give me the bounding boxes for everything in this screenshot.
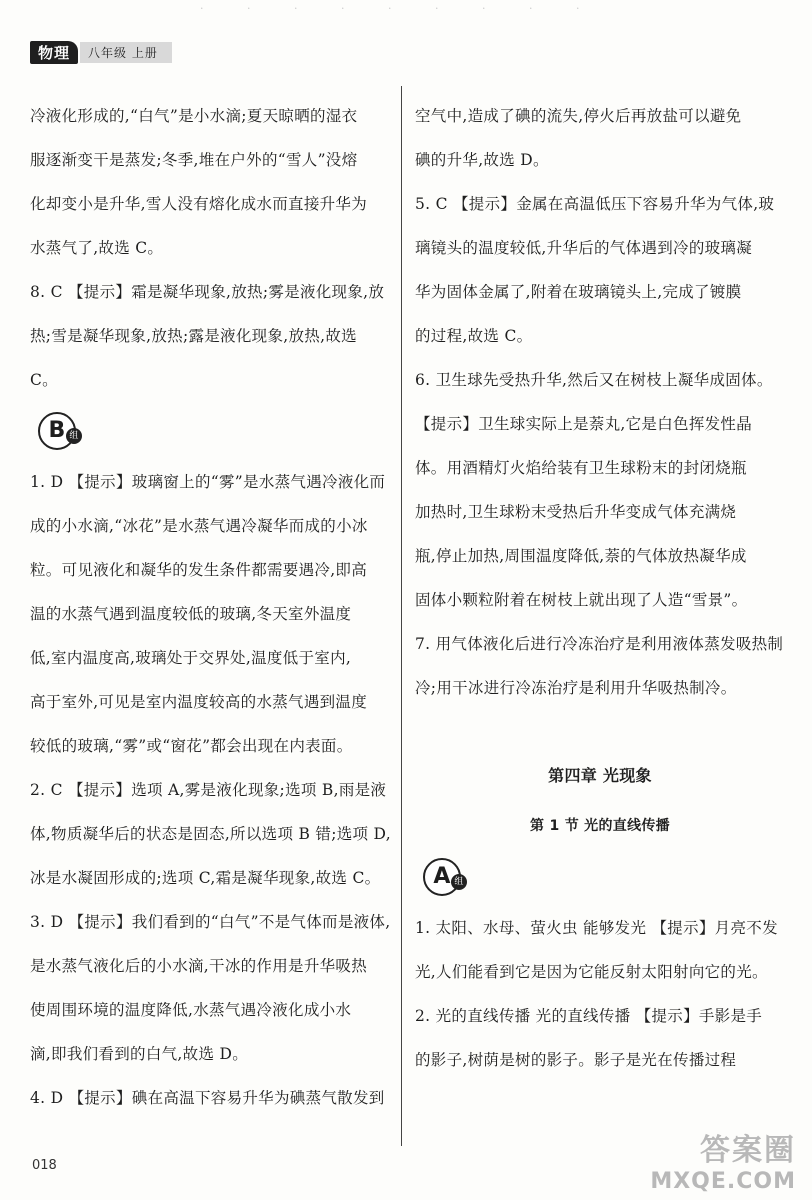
text-line: 华为固体金属了,附着在玻璃镜头上,完成了镀膜 [415, 283, 742, 301]
text-line: 1. 太阳、水母、萤火虫 能够发光 【提示】月亮不发 [415, 919, 778, 937]
text-line: 瓶,停止加热,周围温度降低,萘的气体放热凝华成 [415, 547, 747, 565]
group-a-badge [415, 848, 785, 906]
text-line: 高于室外,可见是室内温度较高的水蒸气遇到温度 [30, 693, 368, 711]
answer-item-b7 [415, 622, 785, 710]
text-line: 璃镜头的温度较低,升华后的气体遇到冷的玻璃凝 [415, 239, 753, 257]
answer-item-b5 [415, 182, 785, 358]
continuation-paragraph [30, 94, 395, 270]
text-line: 成的小水滴,“冰花”是水蒸气遇冷凝华而成的小冰 [30, 517, 368, 535]
text-line: 水蒸气了,故选 C。 [30, 239, 164, 257]
text-line: 冰是水凝固形成的;选项 C,霜是凝华现象,故选 C。 [30, 869, 381, 887]
left-column [30, 94, 395, 1120]
text-line: 加热时,卫生球粉末受热后升华变成气体充满烧 [415, 503, 737, 521]
site-watermark-url: MXQE.COM [650, 1169, 796, 1194]
subject-label: 物理 [30, 41, 78, 64]
text-line: 【提示】卫生球实际上是萘丸,它是白色挥发性晶 [415, 415, 753, 433]
continuation-paragraph [415, 94, 785, 182]
right-column [415, 94, 785, 1082]
answer-item-b3 [30, 900, 395, 1076]
text-line: 8. C 【提示】霜是凝华现象,放热;雾是液化现象,放 [30, 283, 385, 301]
text-line: 4. D 【提示】碘在高温下容易升华为碘蒸气散发到 [30, 1089, 385, 1107]
text-line: 滴,即我们看到的白气,故选 D。 [30, 1045, 249, 1063]
group-b-badge [30, 402, 395, 460]
page-number: 018 [32, 1158, 57, 1173]
site-watermark-title: 答案圈 [700, 1133, 796, 1168]
answer-item-8 [30, 270, 395, 402]
group-a-letter: A [423, 858, 461, 896]
text-line: 体。用酒精灯火焰给装有卫生球粉末的封闭烧瓶 [415, 459, 747, 477]
text-line: 冷液化形成的,“白气”是小水滴;夏天晾晒的湿衣 [30, 107, 358, 125]
answer-item-b2 [30, 768, 395, 900]
chapter-title: 第四章 光现象 [548, 766, 652, 785]
group-b-sub: 组 [66, 428, 82, 444]
text-line: 的影子,树荫是树的影子。影子是光在传播过程 [415, 1051, 737, 1069]
text-line: 温的水蒸气遇到温度较低的玻璃,冬天室外温度 [30, 605, 352, 623]
text-line: 使周围环境的温度降低,水蒸气遇冷液化成小水 [30, 1001, 352, 1019]
text-line: 冷;用干冰进行冷冻治疗是利用升华吸热制冷。 [415, 679, 737, 697]
grade-label: 八年级 上册 [80, 42, 172, 63]
text-line: 的过程,故选 C。 [415, 327, 533, 345]
answer-item-a2 [415, 994, 785, 1082]
text-line: 1. D 【提示】玻璃窗上的“雾”是水蒸气遇冷液化而 [30, 473, 386, 491]
text-line: 光,人们能看到它是因为它能反射太阳射向它的光。 [415, 963, 768, 981]
answer-item-b1 [30, 460, 395, 768]
top-watermark: · · · · · · · · · [200, 2, 600, 15]
text-line: 7. 用气体液化后进行冷冻治疗是利用液体蒸发吸热制 [415, 635, 784, 653]
text-line: 碘的升华,故选 D。 [415, 151, 549, 169]
column-divider [401, 86, 402, 1146]
text-line: 5. C 【提示】金属在高温低压下容易升华为气体,玻 [415, 195, 775, 213]
section-title: 第 1 节 光的直线传播 [530, 818, 670, 834]
text-line: 粒。可见液化和凝华的发生条件都需要遇冷,即高 [30, 561, 368, 579]
text-line: 空气中,造成了碘的流失,停火后再放盐可以避免 [415, 107, 742, 125]
site-watermark [650, 1125, 796, 1194]
text-line: 3. D 【提示】我们看到的“白气”不是气体而是液体, [30, 913, 391, 931]
text-line: 2. C 【提示】选项 A,雾是液化现象;选项 B,雨是液 [30, 781, 387, 799]
text-line: 是水蒸气液化后的小水滴,干冰的作用是升华吸热 [30, 957, 368, 975]
answer-item-b4 [30, 1076, 395, 1120]
text-line: 固体小颗粒附着在树枝上就出现了人造“雪景”。 [415, 591, 748, 609]
book-header-tag [30, 42, 172, 62]
answer-item-a1 [415, 906, 785, 994]
text-line: 服逐渐变干是蒸发;冬季,堆在户外的“雪人”没熔 [30, 151, 358, 169]
text-line: 体,物质凝华后的状态是固态,所以选项 B 错;选项 D, [30, 825, 391, 843]
group-a-sub: 组 [451, 874, 467, 890]
text-line: C。 [30, 371, 58, 389]
text-line: 较低的玻璃,“雾”或“窗花”都会出现在内表面。 [30, 737, 353, 755]
text-line: 低,室内温度高,玻璃处于交界处,温度低于室内, [30, 649, 352, 667]
text-line: 2. 光的直线传播 光的直线传播 【提示】手影是手 [415, 1007, 763, 1025]
text-line: 6. 卫生球先受热升华,然后又在树枝上凝华成固体。 [415, 371, 773, 389]
text-line: 化却变小是升华,雪人没有熔化成水而直接升华为 [30, 195, 368, 213]
text-line: 热;雪是凝华现象,放热;露是液化现象,放热,故选 [30, 327, 357, 345]
group-b-letter: B [38, 412, 76, 450]
answer-item-b6 [415, 358, 785, 622]
